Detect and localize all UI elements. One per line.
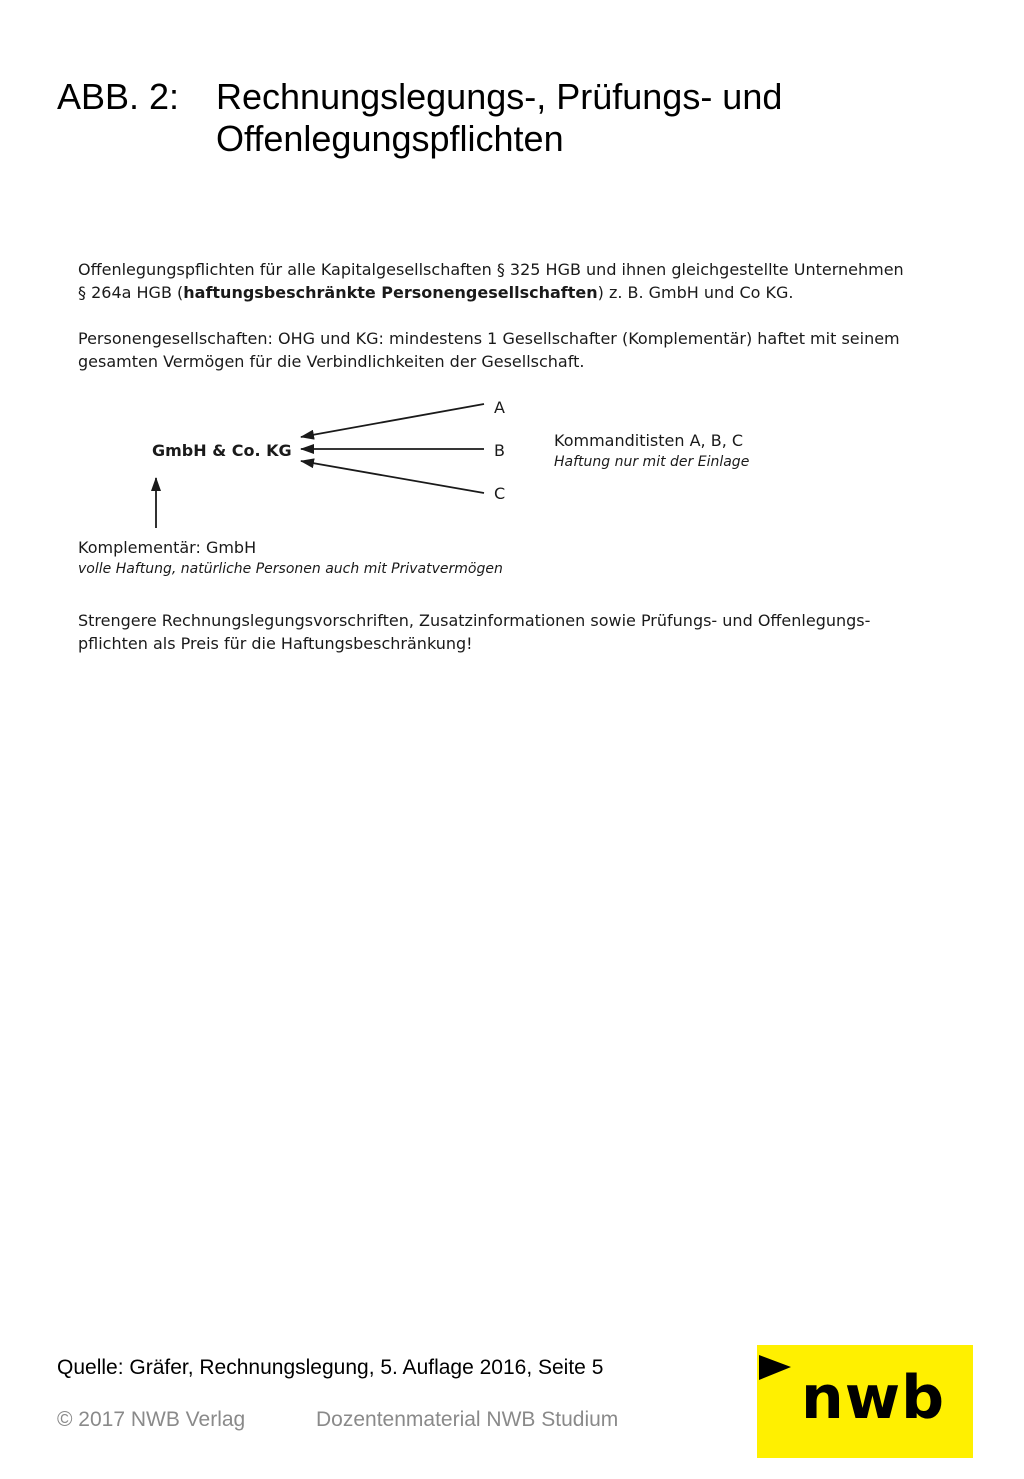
para1-line2-post: ) z. B. GmbH und Co KG. — [597, 283, 794, 302]
arrow-a — [301, 404, 484, 437]
page-title-line-1: Rechnungslegungs-, Prüfungs- und — [216, 76, 783, 117]
footer-copyright: © 2017 NWB Verlag — [57, 1408, 246, 1431]
para2-line1: Personengesellschaften: OHG und KG: mindestens 1 Gesellschafter (Komplementär) haftet mit seinem — [78, 329, 900, 348]
company-label: GmbH & Co. KG — [152, 441, 292, 460]
page-title-label: ABB. 2: — [57, 76, 180, 117]
para3-line1: Strengere Rechnungslegungsvorschriften, Zusatzinformationen sowie Prüfungs- und Offenlegungs- — [78, 611, 871, 630]
para1-line2-bold: haftungsbeschränkte Personengesellschaften — [183, 283, 598, 302]
nwb-logo — [757, 1345, 973, 1458]
partner-b-label: B — [494, 441, 505, 460]
source-citation: Quelle: Gräfer, Rechnungslegung, 5. Auflage 2016, Seite 5 — [57, 1356, 604, 1379]
figure — [0, 0, 1024, 700]
limited-partners-title: Kommanditisten A, B, C — [554, 431, 744, 450]
partner-c-label: C — [494, 484, 506, 503]
para1-line2-pre: § 264a HGB ( — [78, 283, 184, 302]
para2-line2: gesamten Vermögen für die Verbindlichkeiten der Gesellschaft. — [78, 352, 585, 371]
para3-line2: pflichten als Preis für die Haftungsbeschränkung! — [78, 634, 473, 653]
page-title-line-2: Offenlegungspflichten — [216, 118, 564, 159]
logo-text: nwb — [801, 1363, 946, 1433]
para1-line1: Offenlegungspflichten für alle Kapitalgesellschaften § 325 HGB und ihnen gleichgestellte Unternehmen — [78, 260, 904, 279]
limited-partners-note: Haftung nur mit der Einlage — [554, 454, 750, 470]
partner-a-label: A — [494, 398, 505, 417]
general-partner-title: Komplementär: GmbH — [78, 538, 257, 557]
arrow-c — [301, 461, 484, 493]
general-partner-note: volle Haftung, natürliche Personen auch mit Privatvermögen — [78, 561, 503, 577]
footer-material: Dozentenmaterial NWB Studium — [316, 1408, 619, 1431]
diagram-arrows — [0, 0, 1024, 700]
